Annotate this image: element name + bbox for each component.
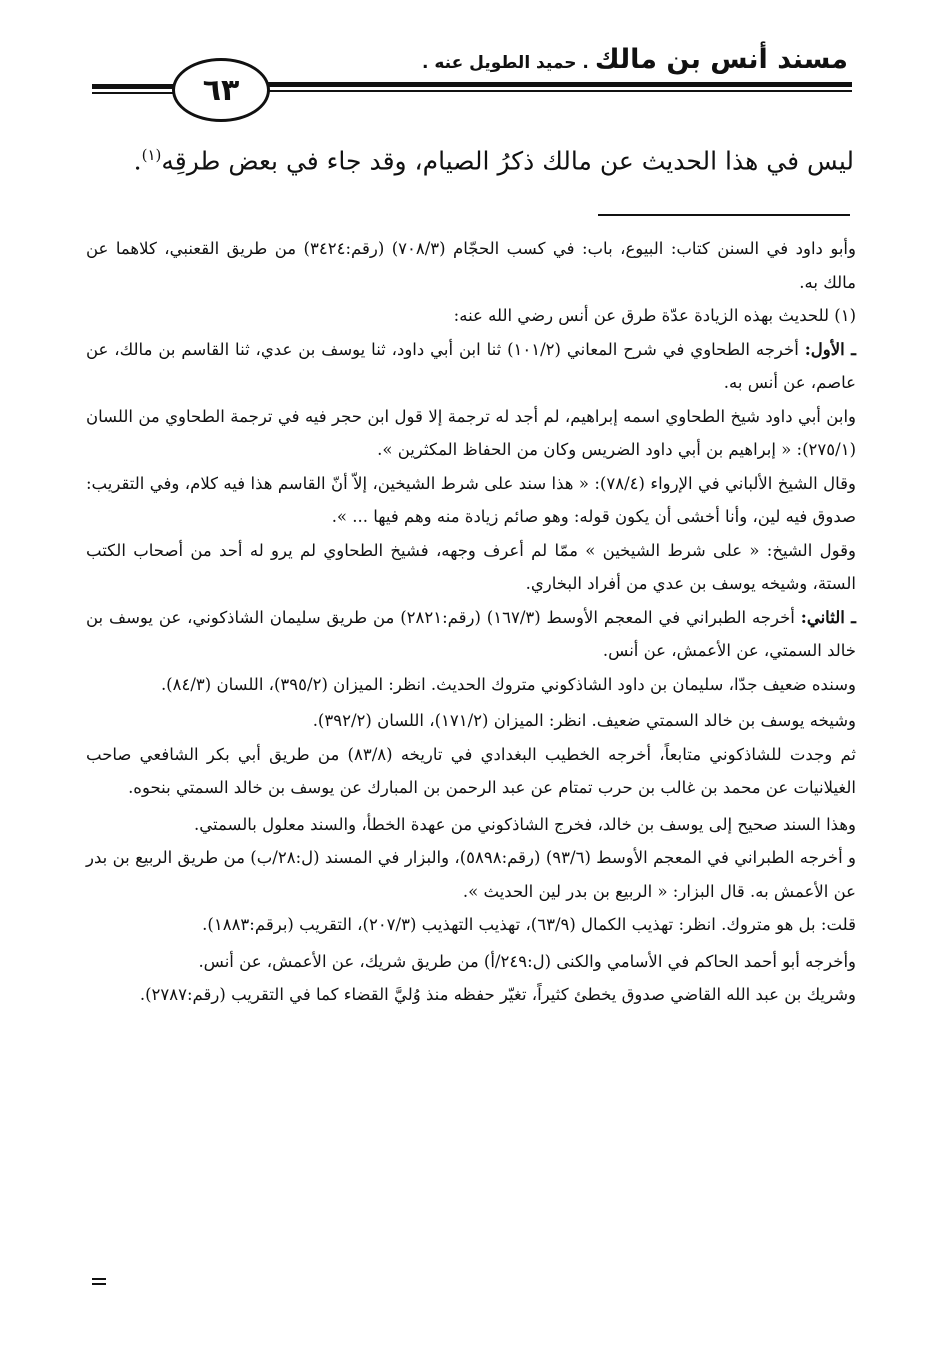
footnote-text: أخرجه الطحاوي في شرح المعاني (١٠١/٢) ثنا ابن أبي داود، ثنا يوسف بن عدي، ثنا القاسم بن مالك، عن عاصم، عن أنس به. — [86, 339, 856, 392]
footnote-paragraph: وقال الشيخ الألباني في الإرواء (٧٨/٤): « هذا سند على شرط الشيخين، إلاّ أنّ القاسم هذا فيه كلام، وفي التقريب: صدوق فيه لين، وأنا أخشى أن يكون قوله: وهو صائم زيادة منه وهم فيها ... ». — [86, 473, 856, 526]
footnote-paragraph: وشيخه يوسف بن خالد السمتي ضعيف. انظر: الميزان (١٧١/٢)، اللسان (٣٩٢/٢). — [312, 711, 856, 730]
main-text — [84, 130, 854, 186]
footnote-paragraph: وأبو داود في السنن كتاب: البيوع، باب: في كسب الحجّام (٧٠٨/٣) (رقم:٣٤٢٤) من طريق القعنبي، كلاهما عن مالك به. — [86, 239, 856, 292]
footnote-paragraph: وشريك بن عبد الله القاضي صدوق يخطئ كثيراً، تغيّر حفظه منذ وُليَّ القضاء كما في التقريب (رقم:٢٧٨٧). — [139, 985, 856, 1004]
footnote-paragraph: ثم وجدت للشاذكوني متابعاً، أخرجه الخطيب البغدادي في تاريخه (٨٣/٨) من طريق أبي بكر الشافعي صاحب الغيلانيات عن محمد بن غالب بن حرب تمتام عن عبد الرحمن بن المبارك عن يوسف بن خالد السمتي بنحوه. — [86, 744, 857, 797]
page-number-badge — [172, 58, 270, 122]
footnote-ref[interactable]: (١) — [141, 146, 162, 164]
continuation-mark — [92, 1278, 106, 1288]
page-number: ٦٣ — [202, 72, 240, 108]
footnote-paragraph: وقول الشيخ: « على شرط الشيخين » ممّا لم أعرف وجهه، فشيخ الطحاوي لم يرو له أحد من أصحاب الكتب الستة، وشيخه يوسف بن عدي من أفراد البخاري. — [86, 540, 856, 593]
main-end: . — [133, 146, 142, 176]
header-rule-thin — [264, 90, 852, 92]
footnote-paragraph: قلت: بل هو متروك. انظر: تهذيب الكمال (٦٣/٩)، تهذيب التهذيب (٢٠٧/٣)، التقريب (برقم:١٨٨٣). — [202, 915, 856, 934]
header-rule-left-thin — [92, 92, 174, 94]
running-header — [422, 44, 848, 75]
footnote-paragraph: وهذا السند صحيح إلى يوسف بن خالد، فخرج الشاذكوني من عهدة الخطأ، والسند معلول بالسمتي. — [193, 814, 856, 834]
header-rule — [264, 82, 852, 87]
footnote-paragraph: وابن أبي داود شيخ الطحاوي اسمه إبراهيم، لم أجد له ترجمة إلا قول ابن حجر فيه في ترجمة الطحاوي من اللسان (٢٧٥/١): « إبراهيم بن أبي داود الضريس وكان من الحفاظ المكثرين ». — [86, 406, 856, 459]
footnotes — [86, 232, 856, 1012]
footnote-paragraph: (١) للحديث بهذه الزيادة عدّة طرق عن أنس رضي الله عنه: — [453, 306, 856, 325]
book-title: مسند أنس بن مالك — [594, 44, 848, 75]
footnote-paragraph: وأخرجه أبو أحمد الحاكم في الأسامي والكنى (ل:٢٤٩/أ) من طريق شريك، عن الأعمش، عن أنس. — [198, 951, 856, 971]
header-rule-left — [92, 84, 174, 89]
footnote-paragraph — [86, 333, 856, 400]
path-label: ـ الأول: — [804, 339, 856, 359]
footnote-separator — [598, 214, 850, 216]
footnote-paragraph — [86, 601, 856, 668]
main-sentence: ليس في هذا الحديث عن مالك ذكرُ الصيام، وقد جاء في بعض طرقِه — [161, 146, 854, 176]
path-label: ـ الثاني: — [800, 607, 856, 627]
section-title: . حميد الطويل عنه . — [422, 53, 589, 73]
footnote-text: أخرجه الطبراني في المعجم الأوسط (١٦٧/٣) (رقم:٢٨٢١) من طريق سليمان الشاذكوني، عن يوسف بن خالد السمتي، عن الأعمش، عن أنس. — [86, 607, 856, 660]
footnote-paragraph: وسنده ضعيف جدّا، سليمان بن داود الشاذكوني متروك الحديث. انظر: الميزان (٣٩٥/٢)، اللسان (٨٤/٣). — [160, 674, 856, 694]
footnote-paragraph: و أخرجه الطبراني في المعجم الأوسط (٩٣/٦) (رقم:٥٨٩٨)، والبزار في المسند (ل:٢٨/ب) من طريق الربيع بن بدر عن الأعمش به. قال البزار: « الربيع بن بدر لين الحديث ». — [86, 848, 857, 901]
